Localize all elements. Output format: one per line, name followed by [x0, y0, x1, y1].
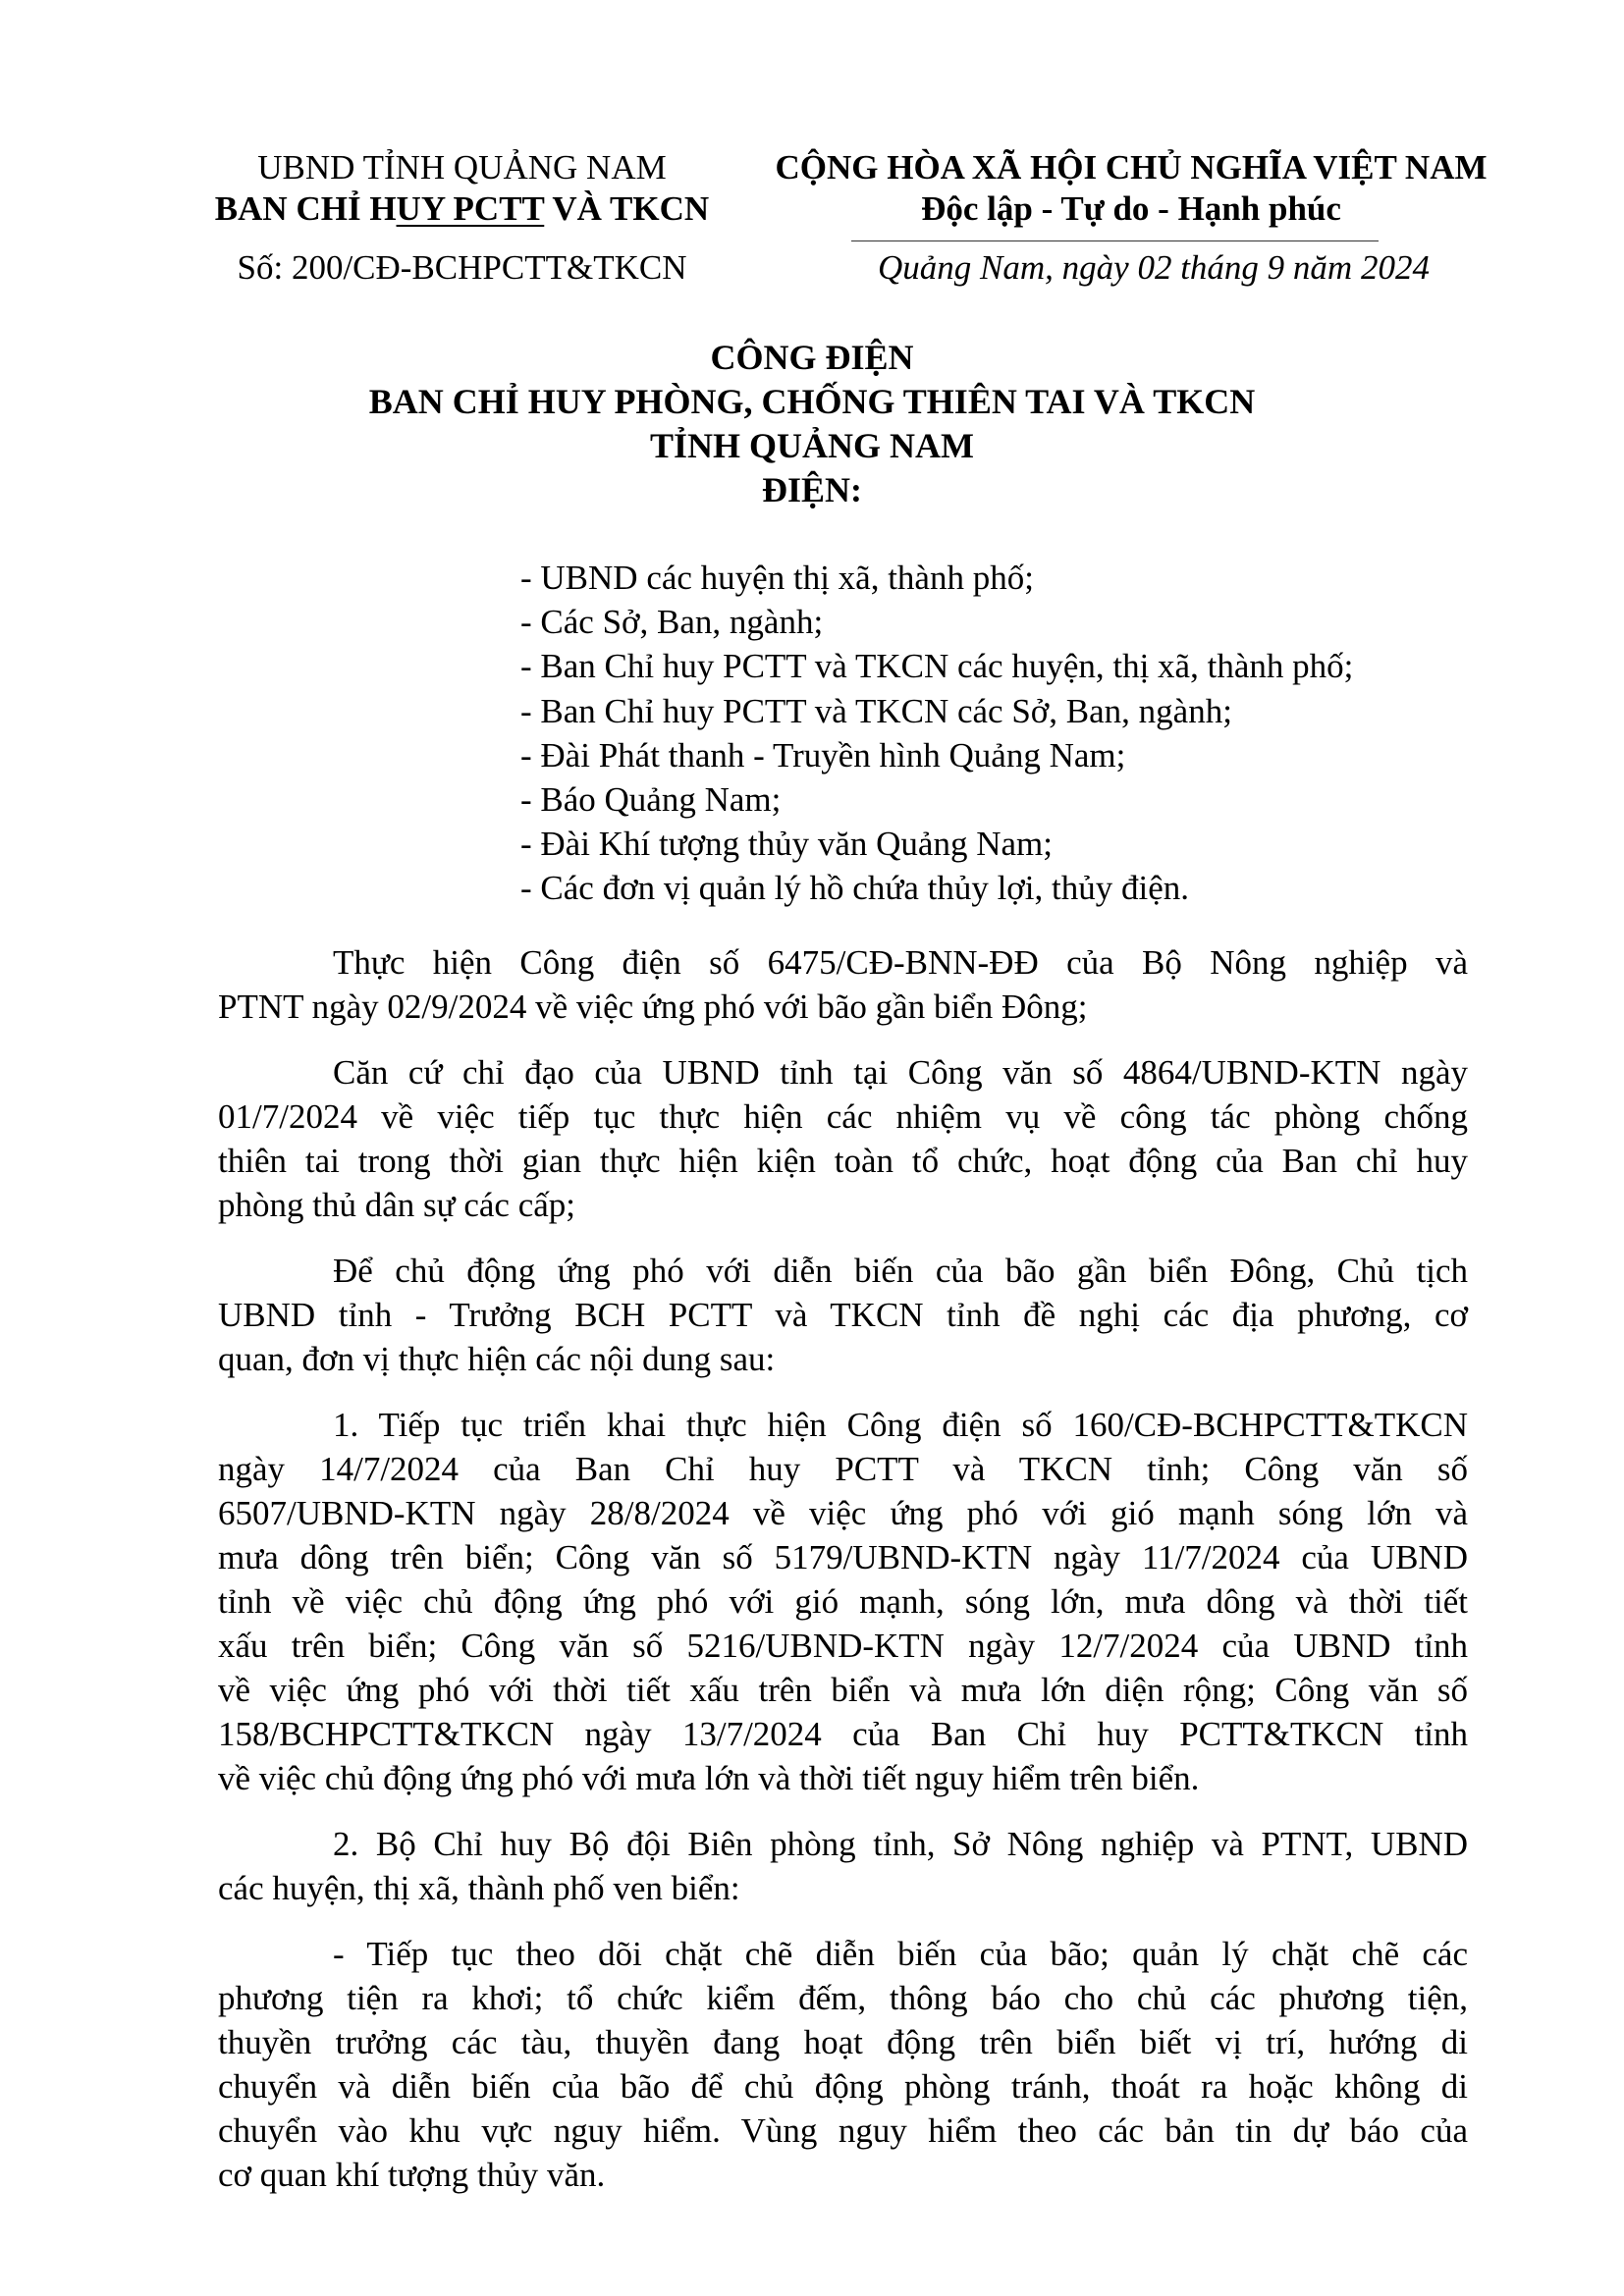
paragraph-line: về việc ứng phó với thời tiết xấu trên biển và mưa lớn diện rộng; Công văn số	[218, 1671, 1468, 1709]
paragraph-line: Căn cứ chỉ đạo của UBND tỉnh tại Công văn số 4864/UBND-KTN ngày	[333, 1053, 1468, 1092]
paragraph-line: tỉnh về việc chủ động ứng phó với gió mạnh, sóng lớn, mưa dông và thời tiết	[218, 1582, 1468, 1621]
issuing-office	[199, 188, 725, 230]
paragraph-line: - Tiếp tục theo dõi chặt chẽ diễn biến của bão; quản lý chặt chẽ các	[333, 1935, 1468, 1973]
paragraph-line: chuyển vào khu vực nguy hiểm. Vùng nguy hiểm theo các bản tin dự báo của	[218, 2111, 1468, 2150]
paragraph-line: ngày 14/7/2024 của Ban Chỉ huy PCTT và TKCN tỉnh; Công văn số	[218, 1450, 1468, 1488]
recipient-item: - Ban Chỉ huy PCTT và TKCN các huyện, thị xã, thành phố;	[520, 647, 1354, 686]
paragraph	[218, 1249, 1468, 1381]
document-number: Số: 200/CĐ-BCHPCTT&TKCN	[237, 248, 687, 287]
recipient-item: - Đài Phát thanh - Truyền hình Quảng Nam;	[520, 735, 1126, 774]
paragraph-line: phương tiện ra khơi; tổ chức kiểm đếm, thông báo cho chủ các phương tiện,	[218, 1979, 1468, 2017]
title-line4: ĐIỆN:	[761, 470, 862, 509]
paragraph	[218, 1403, 1468, 1800]
paragraph-line: PTNT ngày 02/9/2024 về việc ứng phó với bão gần biển Đông;	[218, 988, 1088, 1026]
paragraph-line: về việc chủ động ứng phó với mưa lớn và thời tiết nguy hiểm trên biển.	[218, 1759, 1200, 1797]
issuing-office-part2: VÀ TKCN	[544, 189, 710, 228]
paragraph-line: 1. Tiếp tục triển khai thực hiện Công điện số 160/CĐ-BCHPCTT&TKCN	[333, 1406, 1468, 1444]
recipient-item: - Đài Khí tượng thủy văn Quảng Nam;	[520, 825, 1053, 864]
issuing-office-underlined: UY PCTT	[396, 189, 545, 228]
paragraph-line: 01/7/2024 về việc tiếp tục thực hiện các nhiệm vụ về công tác phòng chống	[218, 1097, 1468, 1136]
paragraph-line: Thực hiện Công điện số 6475/CĐ-BNN-ĐĐ của Bộ Nông nghiệp và	[333, 943, 1468, 982]
paragraph-line: mưa dông trên biển; Công văn số 5179/UBND-KTN ngày 11/7/2024 của UBND	[218, 1538, 1468, 1576]
paragraph-line: UBND tỉnh - Trưởng BCH PCTT và TKCN tỉnh đề nghị các địa phương, cơ	[218, 1296, 1468, 1334]
recipient-item: - Các đơn vị quản lý hồ chứa thủy lợi, thủy điện.	[520, 869, 1190, 908]
paragraph-line: cơ quan khí tượng thủy văn.	[218, 2156, 606, 2194]
paragraph-line: phòng thủ dân sự các cấp;	[218, 1186, 575, 1224]
paragraph	[218, 1932, 1468, 2197]
paragraph-line: chuyển và diễn biến của bão để chủ động phòng tránh, thoát ra hoặc không di	[218, 2067, 1468, 2106]
paragraph-line: 158/BCHPCTT&TKCN ngày 13/7/2024 của Ban Chỉ huy PCTT&TKCN tỉnh	[218, 1715, 1468, 1753]
paragraph-line: thiên tai trong thời gian thực hiện kiện toàn tổ chức, hoạt động của Ban chỉ huy	[218, 1142, 1468, 1180]
country-name: CỘNG HÒA XÃ HỘI CHỦ NGHĨA VIỆT NAM	[775, 148, 1488, 187]
recipient-item: - UBND các huyện thị xã, thành phố;	[520, 559, 1034, 597]
paragraph	[218, 1050, 1468, 1227]
paragraph-line: quan, đơn vị thực hiện các nội dung sau:	[218, 1340, 776, 1378]
title-line3: TỈNH QUẢNG NAM	[650, 426, 974, 465]
paragraph-line: 2. Bộ Chỉ huy Bộ đội Biên phòng tỉnh, Sở Nông nghiệp và PTNT, UBND	[333, 1825, 1468, 1863]
recipient-item: - Ban Chỉ huy PCTT và TKCN các Sở, Ban, ngành;	[520, 691, 1232, 730]
title-line1: CÔNG ĐIỆN	[710, 338, 914, 377]
motto-underline	[851, 240, 1379, 241]
issuing-agency: UBND TỈNH QUẢNG NAM	[257, 148, 667, 187]
paragraph-line: xấu trên biển; Công văn số 5216/UBND-KTN ngày 12/7/2024 của UBND tỉnh	[218, 1627, 1468, 1665]
paragraph-line: 6507/UBND-KTN ngày 28/8/2024 về việc ứng phó với gió mạnh sóng lớn và	[218, 1494, 1468, 1532]
recipient-item: - Các Sở, Ban, ngành;	[520, 603, 824, 642]
paragraph-line: Để chủ động ứng phó với diễn biến của bão gần biển Đông, Chủ tịch	[333, 1252, 1468, 1290]
document-body	[218, 940, 1468, 2197]
national-motto: Độc lập - Tự do - Hạnh phúc	[921, 189, 1341, 228]
issuing-office-part1: BAN CHỈ H	[214, 189, 397, 228]
title-line2: BAN CHỈ HUY PHÒNG, CHỐNG THIÊN TAI VÀ TKCN	[368, 382, 1256, 421]
recipient-item: - Báo Quảng Nam;	[520, 780, 782, 819]
paragraph-line: thuyền trưởng các tàu, thuyền đang hoạt động trên biển biết vị trí, hướng di	[218, 2023, 1468, 2061]
paragraph-line: các huyện, thị xã, thành phố ven biển:	[218, 1869, 740, 1907]
paragraph	[218, 940, 1468, 1029]
place-date: Quảng Nam, ngày 02 tháng 9 năm 2024	[878, 248, 1430, 287]
paragraph	[218, 1822, 1468, 1910]
